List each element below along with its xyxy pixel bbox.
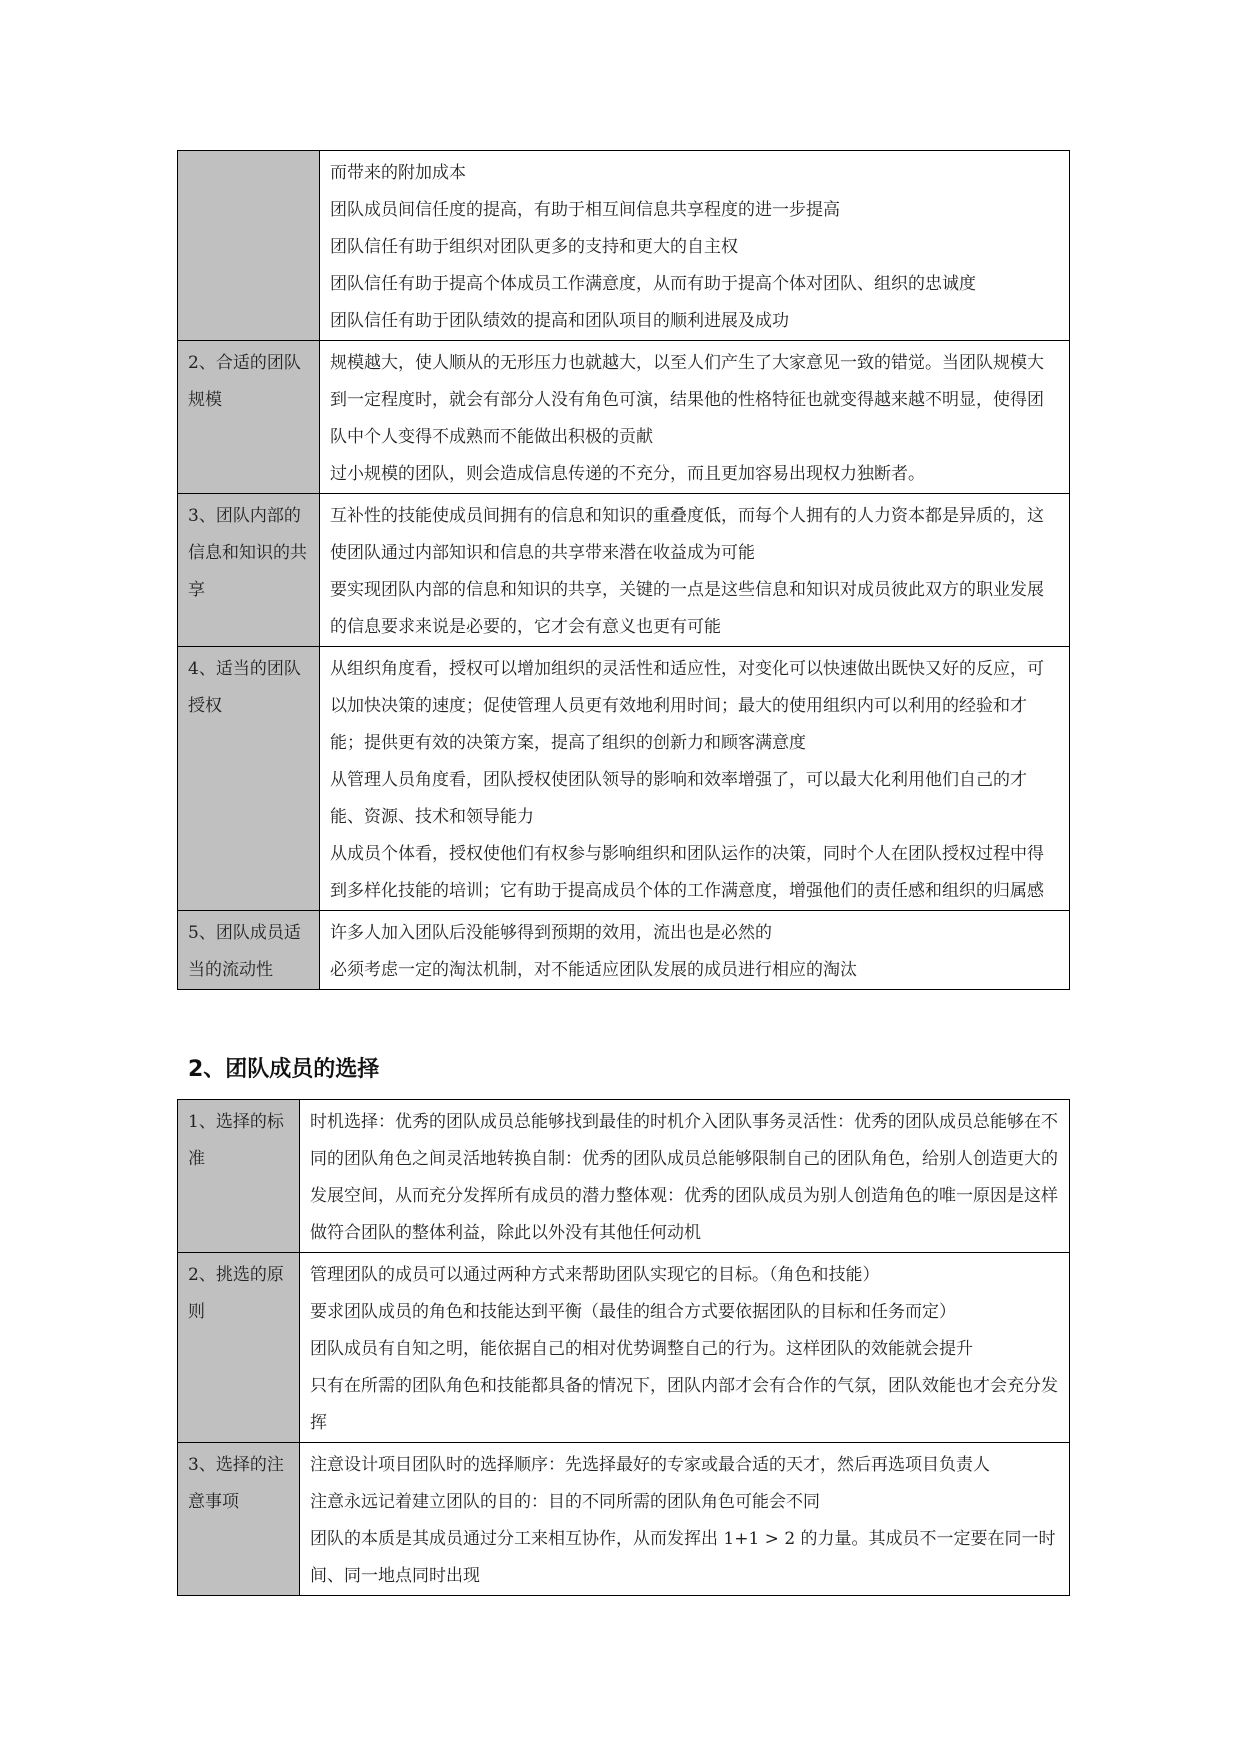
content-line: 从管理人员角度看，团队授权使团队领导的影响和效率增强了，可以最大化利用他们自己的才能、资源、技术和领导能力: [330, 770, 1027, 827]
table-row: [178, 1253, 1070, 1443]
table-row: [178, 494, 1070, 647]
row-label: 2、合适的团队规模: [178, 341, 320, 494]
content-line: 规模越大，使人顺从的无形压力也就越大，以至人们产生了大家意见一致的错觉。当团队规模大到一定程度时，就会有部分人没有角色可演，结果他的性格特征也就变得越来越不明显，使得团队中个人变得不成熟而不能做出积极的贡献: [330, 353, 1044, 447]
table-row: [178, 1443, 1070, 1596]
content-line: 要实现团队内部的信息和知识的共享，关键的一点是这些信息和知识对成员彼此双方的职业发展的信息要求来说是必要的，它才会有意义也更有可能: [330, 580, 1044, 637]
row-content: [320, 911, 1070, 990]
row-label: 3、团队内部的信息和知识的共享: [178, 494, 320, 647]
table-row: [178, 151, 1070, 341]
table-row: [178, 911, 1070, 990]
content-line: 注意设计项目团队时的选择顺序：先选择最好的专家或最合适的天才，然后再选项目负责人: [310, 1455, 990, 1475]
team-factors-table: [177, 150, 1070, 990]
content-line: 管理团队的成员可以通过两种方式来帮助团队实现它的目标。（角色和技能）: [310, 1265, 880, 1285]
row-label: 2、挑选的原则: [178, 1253, 300, 1443]
content-line: 团队信任有助于团队绩效的提高和团队项目的顺利进展及成功: [330, 311, 789, 331]
section-heading: 2、团队成员的选择: [188, 1057, 380, 1082]
table-row: [178, 341, 1070, 494]
row-content: [320, 647, 1070, 911]
row-content: [300, 1253, 1070, 1443]
row-label: 5、团队成员适当的流动性: [178, 911, 320, 990]
content-line: 时机选择：优秀的团队成员总能够找到最佳的时机介入团队事务灵活性：优秀的团队成员总能够在不同的团队角色之间灵活地转换自制：优秀的团队成员总能够限制自己的团队角色，给别人创造更大的发展空间，从而充分发挥所有成员的潜力整体观：优秀的团队成员为别人创造角色的唯一原因是这样做符合团队的整体利益，除此以外没有其他任何动机: [310, 1112, 1058, 1243]
content-line: 从成员个体看，授权使他们有权参与影响组织和团队运作的决策，同时个人在团队授权过程中得到多样化技能的培训；它有助于提高成员个体的工作满意度，增强他们的责任感和组织的归属感: [330, 844, 1044, 901]
content-line: 许多人加入团队后没能够得到预期的效用，流出也是必然的: [330, 923, 772, 943]
content-line: 只有在所需的团队角色和技能都具备的情况下，团队内部才会有合作的气氛，团队效能也才会充分发挥: [310, 1376, 1058, 1433]
content-line: 而带来的附加成本: [330, 163, 466, 183]
table-row: [178, 1100, 1070, 1253]
content-line: 注意永远记着建立团队的目的：目的不同所需的团队角色可能会不同: [310, 1492, 820, 1512]
table-row: [178, 647, 1070, 911]
row-content: [320, 341, 1070, 494]
content-line: 团队成员有自知之明，能依据自己的相对优势调整自己的行为。这样团队的效能就会提升: [310, 1339, 973, 1359]
row-content: [300, 1443, 1070, 1596]
content-line: 必须考虑一定的淘汰机制，对不能适应团队发展的成员进行相应的淘汰: [330, 960, 857, 980]
content-line: 团队信任有助于组织对团队更多的支持和更大的自主权: [330, 237, 738, 257]
row-label: 4、适当的团队授权: [178, 647, 320, 911]
content-line: 团队成员间信任度的提高，有助于相互间信息共享程度的进一步提高: [330, 200, 840, 220]
row-content: [320, 494, 1070, 647]
row-label: 3、选择的注意事项: [178, 1443, 300, 1596]
row-content: [300, 1100, 1070, 1253]
content-line: 互补性的技能使成员间拥有的信息和知识的重叠度低，而每个人拥有的人力资本都是异质的，这使团队通过内部知识和信息的共享带来潜在收益成为可能: [330, 506, 1044, 563]
row-content: [320, 151, 1070, 341]
member-selection-table: [177, 1099, 1070, 1596]
content-line: 要求团队成员的角色和技能达到平衡（最佳的组合方式要依据团队的目标和任务而定）: [310, 1302, 956, 1322]
row-label: 1、选择的标准: [178, 1100, 300, 1253]
content-line: 团队的本质是其成员通过分工来相互协作，从而发挥出 1+1 > 2 的力量。其成员不一定要在同一时间、同一地点同时出现: [310, 1529, 1056, 1586]
content-line: 团队信任有助于提高个体成员工作满意度，从而有助于提高个体对团队、组织的忠诚度: [330, 274, 976, 294]
content-line: 过小规模的团队，则会造成信息传递的不充分，而且更加容易出现权力独断者。: [330, 464, 925, 484]
row-label: [178, 151, 320, 341]
content-line: 从组织角度看，授权可以增加组织的灵活性和适应性，对变化可以快速做出既快又好的反应，可以加快决策的速度；促使管理人员更有效地利用时间；最大的使用组织内可以利用的经验和才能；提供更有效的决策方案，提高了组织的创新力和顾客满意度: [330, 659, 1044, 753]
